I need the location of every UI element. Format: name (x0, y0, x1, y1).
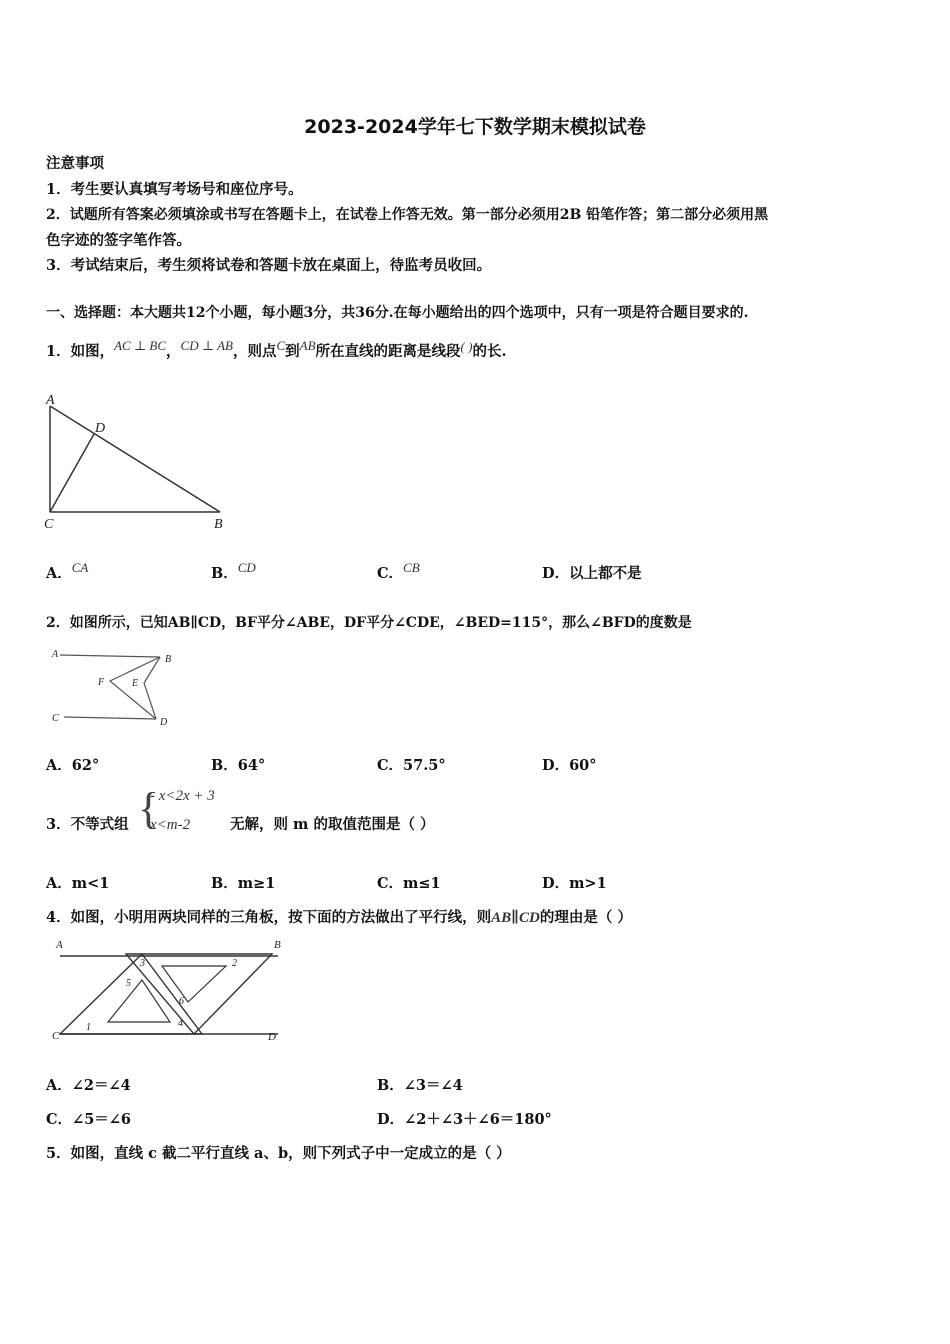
q4-option-c[interactable] (46, 1108, 131, 1129)
option-letter: A． (46, 875, 72, 892)
q4-triangle-rulers-figure (46, 936, 286, 1046)
label-c: C (52, 713, 59, 724)
q1-math: AC ⊥ BC (114, 338, 167, 353)
q1-text: ，则点 (232, 343, 277, 360)
angle-2-label: 2 (232, 958, 237, 969)
option-letter: D． (542, 757, 570, 774)
question-2-stem: 2．如图所示，已知AB∥CD，BF平分∠ABE，DF平分∠CDE，∠BED=115°，那么∠BFD的度数是 (46, 615, 692, 631)
option-text: CA (71, 560, 89, 575)
q4-option-a[interactable] (46, 1074, 131, 1095)
q1-text: 1．如图， (46, 343, 115, 360)
option-text: ∠3＝∠4 (403, 1077, 463, 1094)
notice-item: 3．考试结束后，考生须将试卷和答题卡放在桌面上，待监考员收回。 (46, 257, 492, 274)
question-1-stem (46, 340, 507, 361)
option-text: m≤1 (403, 875, 441, 892)
q1-option-d[interactable] (542, 562, 642, 583)
q4-option-d[interactable] (377, 1108, 552, 1129)
q1-text: 所在直线的距离是线段 (315, 343, 461, 360)
label-a: A (52, 649, 59, 660)
q3-inequality-2: x<m-2 (150, 817, 191, 833)
label-c: C (52, 1030, 60, 1042)
q1-text: ， (166, 343, 181, 360)
option-text: 64° (237, 757, 266, 774)
page-title: 2023-2024学年七下数学期末模拟试卷 (304, 116, 646, 138)
label-b: B (214, 517, 223, 532)
q1-math: AB (299, 338, 316, 353)
notice-heading: 注意事项 (46, 155, 104, 172)
option-letter: B． (211, 565, 238, 582)
q3-stem-start: 3．不等式组 (46, 816, 129, 833)
option-letter: A． (46, 565, 72, 582)
right-ruler-hole (162, 966, 226, 1002)
question-4-stem (46, 906, 632, 927)
left-ruler-hole (108, 980, 170, 1022)
q4-text: 4．如图，小明用两块同样的三角板，按下面的方法做出了平行线，则 (46, 909, 492, 926)
angle-4-label: 4 (178, 1018, 183, 1029)
path-bed (144, 657, 160, 719)
q3-option-a[interactable] (46, 872, 109, 893)
angle-5-label: 5 (126, 978, 131, 989)
q1-math: C (276, 338, 286, 353)
option-text: ∠5＝∠6 (72, 1111, 132, 1128)
notice-item: 2．试题所有答案必须填涂或书写在答题卡上，在试卷上作答无效。第一部分必须用2B 铅笔作答；第二部分必须用黑 (46, 207, 769, 223)
q2-option-d[interactable] (542, 754, 597, 775)
q1-math: CD ⊥ AB (180, 338, 233, 353)
option-letter: B． (211, 757, 238, 774)
q2-option-c[interactable] (377, 754, 446, 775)
label-f: F (98, 677, 105, 688)
q4-text: 的理由是（ ） (539, 909, 632, 926)
q4-option-b[interactable] (377, 1074, 463, 1095)
label-c: C (44, 517, 54, 532)
option-letter: C． (377, 875, 404, 892)
option-letter: C． (377, 757, 404, 774)
option-text: CD (237, 560, 256, 575)
angle-1-label: 1 (86, 1022, 91, 1033)
q1-text: 到 (285, 343, 300, 360)
option-letter: D． (542, 875, 570, 892)
q2-parallel-figure (48, 644, 188, 736)
q1-triangle-figure (40, 388, 240, 533)
option-letter: C． (46, 1111, 73, 1128)
option-text: m≥1 (237, 875, 276, 892)
q1-option-c[interactable] (377, 562, 420, 583)
q1-option-b[interactable] (211, 562, 256, 583)
option-text: 以上都不是 (569, 565, 642, 582)
q2-option-a[interactable] (46, 754, 99, 775)
notice-item: 1．考生要认真填写考场号和座位序号。 (46, 181, 303, 198)
option-letter: D． (542, 565, 570, 582)
label-e: E (132, 678, 139, 689)
segment-ab (50, 406, 220, 512)
q2-option-b[interactable] (211, 754, 265, 775)
q3-option-d[interactable] (542, 872, 607, 893)
q4-math: AB∥CD (491, 910, 540, 926)
segment-cd (50, 434, 94, 512)
question-5-stem: 5．如图，直线 c 截二平行直线 a、b，则下列式子中一定成立的是（ ） (46, 1145, 511, 1162)
q3-option-b[interactable] (211, 872, 275, 893)
q3-inequality-1: - x<2x + 3 (150, 788, 215, 804)
section-heading: 一、选择题：本大题共12个小题，每小题3分，共36分.在每小题给出的四个选项中，只有一项是符合题目要求的. (46, 305, 749, 321)
option-text: ∠2＋∠3＋∠6＝180° (404, 1111, 552, 1128)
option-text: CB (403, 560, 420, 575)
option-text: ∠2＝∠4 (71, 1077, 131, 1094)
line-ab (60, 655, 160, 657)
option-text: m<1 (71, 875, 110, 892)
option-text: 57.5° (403, 757, 446, 774)
label-d: D (268, 1031, 276, 1043)
option-text: 62° (71, 757, 100, 774)
option-text: 60° (569, 757, 597, 774)
label-b: B (165, 654, 172, 665)
label-b: B (274, 939, 281, 951)
label-a: A (56, 939, 63, 951)
option-letter: D． (377, 1111, 405, 1128)
option-letter: C． (377, 565, 404, 582)
option-letter: A． (46, 757, 72, 774)
line-cd (64, 717, 156, 719)
q1-option-a[interactable] (46, 562, 88, 583)
label-d: D (160, 717, 168, 728)
inequality-brace-icon: { (138, 784, 160, 833)
option-letter: B． (377, 1077, 404, 1094)
option-text: m>1 (569, 875, 607, 892)
angle-3-label: 3 (140, 958, 145, 969)
q1-answer-blank: ( ) (460, 339, 473, 354)
q1-text: 的长. (472, 343, 507, 360)
q3-option-c[interactable] (377, 872, 441, 893)
option-letter: A． (46, 1077, 72, 1094)
label-a: A (46, 393, 55, 408)
label-d: D (95, 421, 106, 436)
q3-stem-end: 无解，则 m 的取值范围是（ ） (230, 816, 435, 833)
angle-6-label: 6 (179, 996, 184, 1007)
option-letter: B． (211, 875, 238, 892)
notice-item: 色字迹的签字笔作答。 (46, 232, 191, 249)
